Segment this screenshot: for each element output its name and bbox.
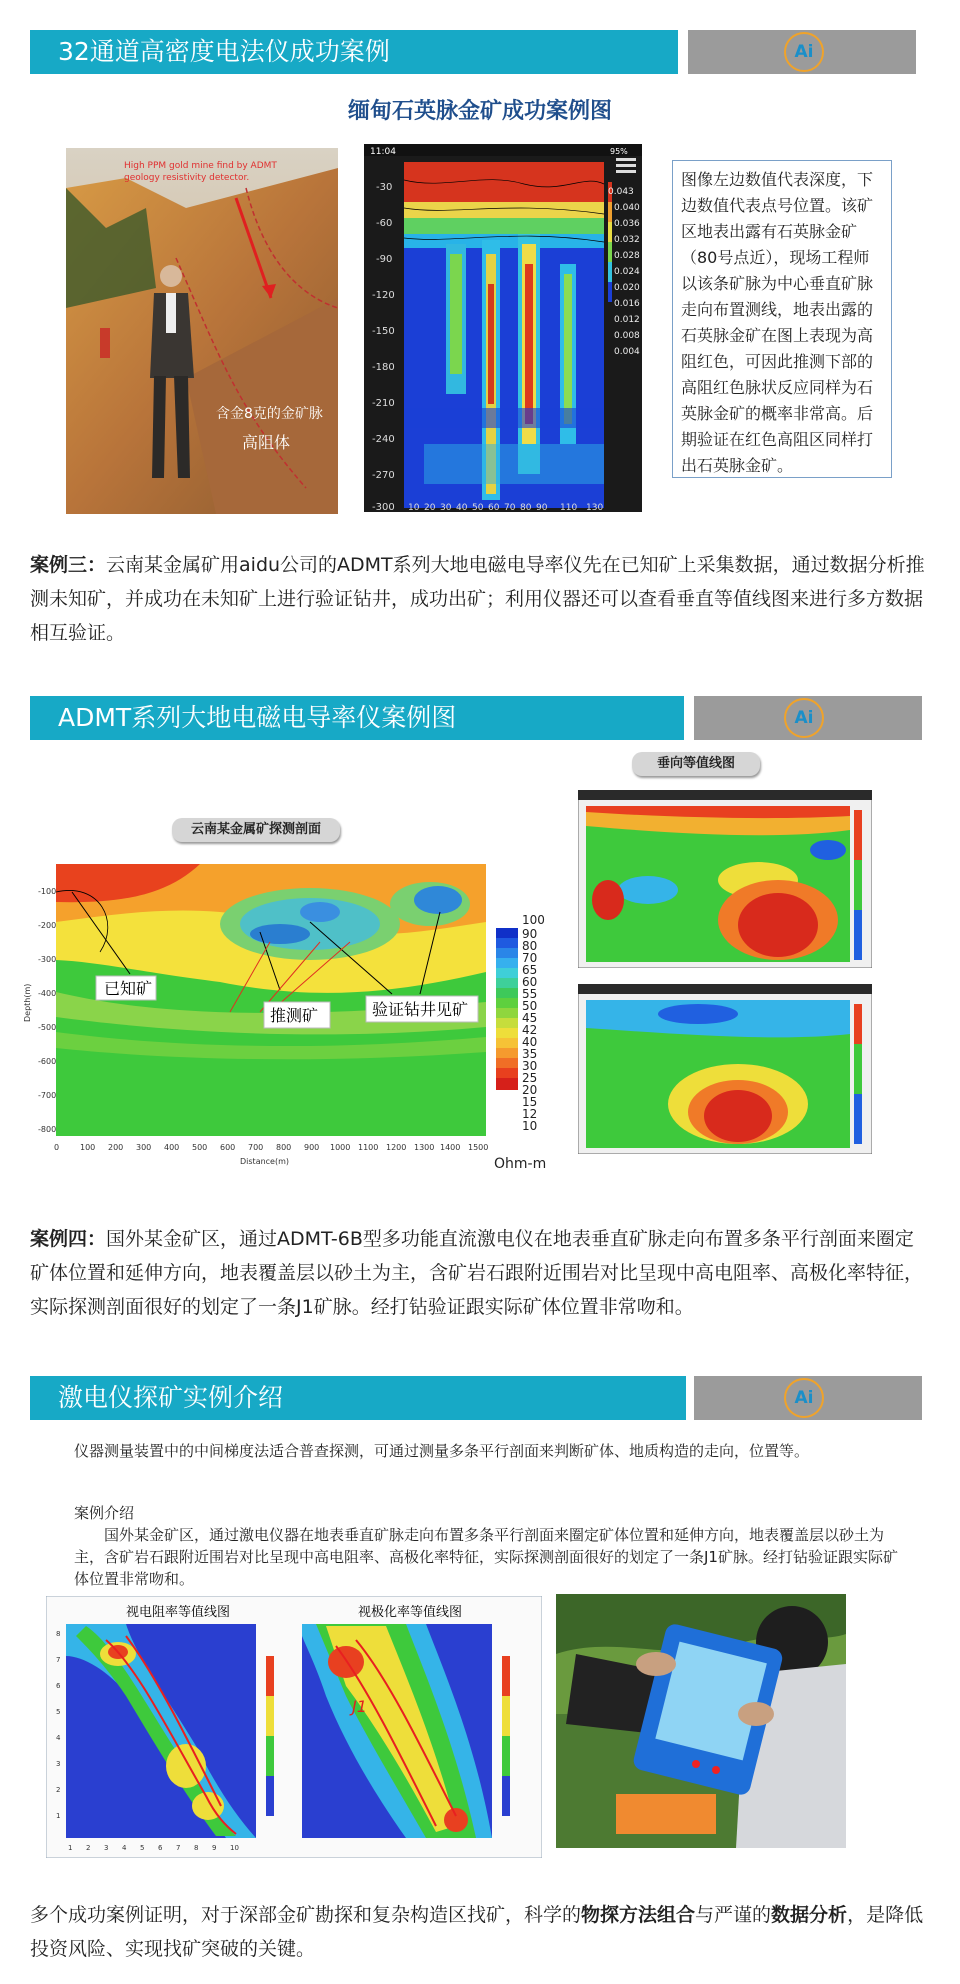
svg-text:1000: 1000 xyxy=(330,1143,351,1152)
section3-intro: 仪器测量装置中的中间梯度法适合普查探测，可通过测量多条平行剖面来判断矿体、地质构造的走向，位置等。 xyxy=(74,1442,810,1460)
svg-text:-100: -100 xyxy=(38,887,57,896)
svg-text:8: 8 xyxy=(56,1630,61,1638)
svg-text:0.020: 0.020 xyxy=(614,283,640,293)
svg-text:35: 35 xyxy=(522,1047,538,1061)
svg-text:42: 42 xyxy=(522,1023,538,1037)
svg-text:130: 130 xyxy=(586,503,604,512)
svg-text:400: 400 xyxy=(164,1143,180,1152)
menu-icon[interactable] xyxy=(616,158,636,173)
label-known-ore: 已知矿 xyxy=(104,979,153,998)
svg-text:-210: -210 xyxy=(372,398,395,409)
svg-text:-90: -90 xyxy=(376,254,393,265)
case3-paragraph xyxy=(30,548,930,650)
j1-vein-label: J1 xyxy=(352,1697,367,1716)
case4-label: 案例四： xyxy=(30,1228,107,1250)
svg-text:40: 40 xyxy=(456,503,468,512)
svg-text:110: 110 xyxy=(560,503,578,512)
svg-text:0.032: 0.032 xyxy=(614,235,640,245)
conclusion-part3: ，是降低投资风险、实现找矿突破的关键。 xyxy=(30,1904,924,1960)
profile-legend xyxy=(494,913,546,1172)
svg-text:90: 90 xyxy=(522,927,538,941)
section1-note: 图像左边数值代表深度，下边数值代表点号位置。该矿区地表出露有石英脉金矿（80号点近），现场工程师以该条矿脉为中心垂直矿脉走向布置测线，地表出露的石英脉金矿在图上表现为高阻红色，可因此推测下部的高阻红色脉状反应同样为石英脉金矿的概率非常高。后期验证在红色高阻区同样打出石英脉金矿。 xyxy=(672,160,892,478)
section3-case-text: 国外某金矿区，通过激电仪器在地表垂直矿脉走向布置多条平行剖面来圈定矿体位置和延伸方向，地表覆盖层以砂土为主，含矿岩石跟附近围岩对比呈现中高电阻率、高极化率特征，实际探测剖面很好的划定了一条J1矿脉。经打钻验证跟实际矿体位置非常吻和。 xyxy=(74,1526,898,1588)
conclusion-part2: 与严谨的 xyxy=(695,1904,772,1926)
svg-text:300: 300 xyxy=(136,1143,152,1152)
svg-text:100: 100 xyxy=(80,1143,96,1152)
svg-text:12: 12 xyxy=(522,1107,538,1121)
svg-text:1: 1 xyxy=(56,1812,61,1820)
svg-text:80: 80 xyxy=(522,939,538,953)
svg-text:0.028: 0.028 xyxy=(614,251,640,261)
svg-text:-180: -180 xyxy=(372,362,395,373)
profile-x-label: Distance(m) xyxy=(240,1157,290,1166)
svg-text:90: 90 xyxy=(536,503,548,512)
svg-text:-240: -240 xyxy=(372,434,395,445)
svg-text:40: 40 xyxy=(522,1035,538,1049)
svg-text:7: 7 xyxy=(176,1844,181,1852)
phone-resistivity-section xyxy=(364,144,642,512)
conclusion-bold1: 物探方法组合 xyxy=(581,1904,696,1926)
svg-text:50: 50 xyxy=(522,999,538,1013)
svg-text:7: 7 xyxy=(56,1656,61,1664)
svg-text:3: 3 xyxy=(104,1844,109,1852)
svg-text:1300: 1300 xyxy=(414,1143,435,1152)
svg-text:0.043: 0.043 xyxy=(608,187,634,197)
svg-text:50: 50 xyxy=(472,503,484,512)
case3-label: 案例三： xyxy=(30,554,107,576)
svg-text:0.008: 0.008 xyxy=(614,331,640,341)
map2-title: 视极化率等值线图 xyxy=(358,1605,463,1620)
svg-text:-400: -400 xyxy=(38,989,57,998)
svg-text:8: 8 xyxy=(194,1844,199,1852)
section3-case-heading: 案例介绍 xyxy=(74,1504,135,1522)
svg-text:55: 55 xyxy=(522,987,538,1001)
conclusion-paragraph xyxy=(30,1898,930,1966)
section2-header xyxy=(30,696,684,740)
svg-text:20: 20 xyxy=(522,1083,538,1097)
svg-text:-200: -200 xyxy=(38,921,57,930)
svg-text:-60: -60 xyxy=(376,218,393,229)
phone-plot-area xyxy=(404,162,604,508)
svg-text:1500: 1500 xyxy=(468,1143,489,1152)
yunnan-resistivity-profile xyxy=(20,852,550,1172)
contour-maps-panel xyxy=(46,1596,542,1858)
svg-text:0.016: 0.016 xyxy=(614,299,640,309)
svg-text:100: 100 xyxy=(522,913,545,927)
svg-text:0.012: 0.012 xyxy=(614,315,640,325)
left-section-pill: 云南某金属矿探测剖面 xyxy=(172,818,340,842)
svg-text:10: 10 xyxy=(408,503,420,512)
conclusion-part1: 多个成功案例证明，对于深部金矿勘探和复杂构造区找矿，科学的 xyxy=(30,1904,582,1926)
svg-text:60: 60 xyxy=(488,503,500,512)
svg-text:1400: 1400 xyxy=(440,1143,461,1152)
profile-y-label: Depth(m) xyxy=(23,983,32,1022)
vertical-contour-bottom xyxy=(578,984,872,1154)
svg-text:0.004: 0.004 xyxy=(614,347,640,357)
svg-text:0: 0 xyxy=(54,1143,60,1152)
svg-text:45: 45 xyxy=(522,1011,538,1025)
field-instrument-photo xyxy=(556,1594,846,1848)
section3-header xyxy=(30,1376,686,1420)
svg-text:60: 60 xyxy=(522,975,538,989)
svg-text:-150: -150 xyxy=(372,326,395,337)
svg-text:6: 6 xyxy=(56,1682,61,1690)
photo-label-high-resistivity: 高阻体 xyxy=(242,433,291,452)
section1-header xyxy=(30,30,678,74)
case4-text: 国外某金矿区，通过ADMT-6B型多功能直流激电仪在地表垂直矿脉走向布置多条平行剖面来圈定矿体位置和延伸方向，地表覆盖层以砂土为主，含矿岩石跟附近围岩对比呈现中高电阻率、高极化率特征，实际探测剖面很好的划定了一条J1矿脉。经打钻验证跟实际矿体位置非常吻和。 xyxy=(30,1228,924,1318)
svg-text:200: 200 xyxy=(108,1143,124,1152)
company-logo-icon: Ai xyxy=(784,32,824,72)
svg-text:6: 6 xyxy=(158,1844,163,1852)
svg-text:0.036: 0.036 xyxy=(614,219,640,229)
svg-text:5: 5 xyxy=(56,1708,61,1716)
svg-text:4: 4 xyxy=(56,1734,61,1742)
section3-title: 激电仪探矿实例介绍 xyxy=(58,1383,284,1412)
svg-text:600: 600 xyxy=(220,1143,236,1152)
photo-label-vein: 含金8克的金矿脉 xyxy=(216,406,323,422)
svg-text:-270: -270 xyxy=(372,470,395,481)
right-section-pill: 垂向等值线图 xyxy=(632,752,760,776)
section1-subtitle: 缅甸石英脉金矿成功案例图 xyxy=(347,99,612,124)
svg-text:70: 70 xyxy=(522,951,538,965)
label-inferred-ore: 推测矿 xyxy=(270,1006,319,1025)
svg-text:20: 20 xyxy=(424,503,436,512)
svg-text:9: 9 xyxy=(212,1844,217,1852)
phone-time: 11:04 xyxy=(370,147,396,157)
svg-text:500: 500 xyxy=(192,1143,208,1152)
company-logo-icon: Ai xyxy=(784,698,824,738)
svg-text:2: 2 xyxy=(86,1844,91,1852)
svg-text:0.024: 0.024 xyxy=(614,267,640,277)
svg-text:-700: -700 xyxy=(38,1091,57,1100)
svg-text:-300: -300 xyxy=(372,502,395,512)
section1-title: 32通道高密度电法仪成功案例 xyxy=(58,37,390,66)
map1-title: 视电阻率等值线图 xyxy=(126,1605,231,1620)
section2-title: ADMT系列大地电磁电导率仪案例图 xyxy=(58,703,457,732)
svg-text:1: 1 xyxy=(68,1844,73,1852)
svg-text:30: 30 xyxy=(522,1059,538,1073)
svg-text:4: 4 xyxy=(122,1844,127,1852)
svg-text:1200: 1200 xyxy=(386,1143,407,1152)
svg-text:-120: -120 xyxy=(372,290,395,301)
phone-battery: 95% xyxy=(610,147,628,156)
svg-text:1100: 1100 xyxy=(358,1143,379,1152)
apparent-polarizability-map xyxy=(302,1624,510,1838)
svg-text:70: 70 xyxy=(504,503,516,512)
photo-caption: High PPM gold mine find by ADMT geology resistivity detector. xyxy=(124,161,277,183)
svg-text:800: 800 xyxy=(276,1143,292,1152)
case4-paragraph xyxy=(30,1222,930,1324)
svg-text:2: 2 xyxy=(56,1786,61,1794)
svg-text:Ohm-m: Ohm-m xyxy=(494,1156,547,1172)
svg-text:80: 80 xyxy=(520,503,532,512)
conclusion-bold2: 数据分析 xyxy=(771,1904,848,1926)
svg-text:10: 10 xyxy=(230,1844,239,1852)
vertical-contour-top xyxy=(578,790,872,968)
svg-text:65: 65 xyxy=(522,963,538,977)
svg-text:-500: -500 xyxy=(38,1023,57,1032)
svg-text:-30: -30 xyxy=(376,182,393,193)
svg-text:900: 900 xyxy=(304,1143,320,1152)
svg-text:10: 10 xyxy=(522,1119,538,1133)
svg-text:3: 3 xyxy=(56,1760,61,1768)
label-verified-ore: 验证钻井见矿 xyxy=(372,1000,469,1019)
case3-text: 云南某金属矿用aidu公司的ADMT系列大地电磁电导率仪先在已知矿上采集数据，通过数据分析推测未知矿，并成功在未知矿上进行验证钻井，成功出矿；利用仪器还可以查看垂直等值线图来进行多方数据相互验证。 xyxy=(30,554,925,644)
company-logo-icon: Ai xyxy=(784,1378,824,1418)
svg-text:25: 25 xyxy=(522,1071,538,1085)
svg-text:-800: -800 xyxy=(38,1125,57,1134)
svg-text:30: 30 xyxy=(440,503,452,512)
svg-text:15: 15 xyxy=(522,1095,538,1109)
svg-text:0.040: 0.040 xyxy=(614,203,640,213)
svg-text:700: 700 xyxy=(248,1143,264,1152)
svg-text:5: 5 xyxy=(140,1844,145,1852)
profile-y-axis xyxy=(38,887,56,1134)
svg-text:-600: -600 xyxy=(38,1057,57,1066)
field-photo xyxy=(66,148,338,514)
apparent-resistivity-map xyxy=(66,1624,274,1838)
profile-x-axis xyxy=(54,1143,488,1152)
svg-text:-300: -300 xyxy=(38,955,57,964)
